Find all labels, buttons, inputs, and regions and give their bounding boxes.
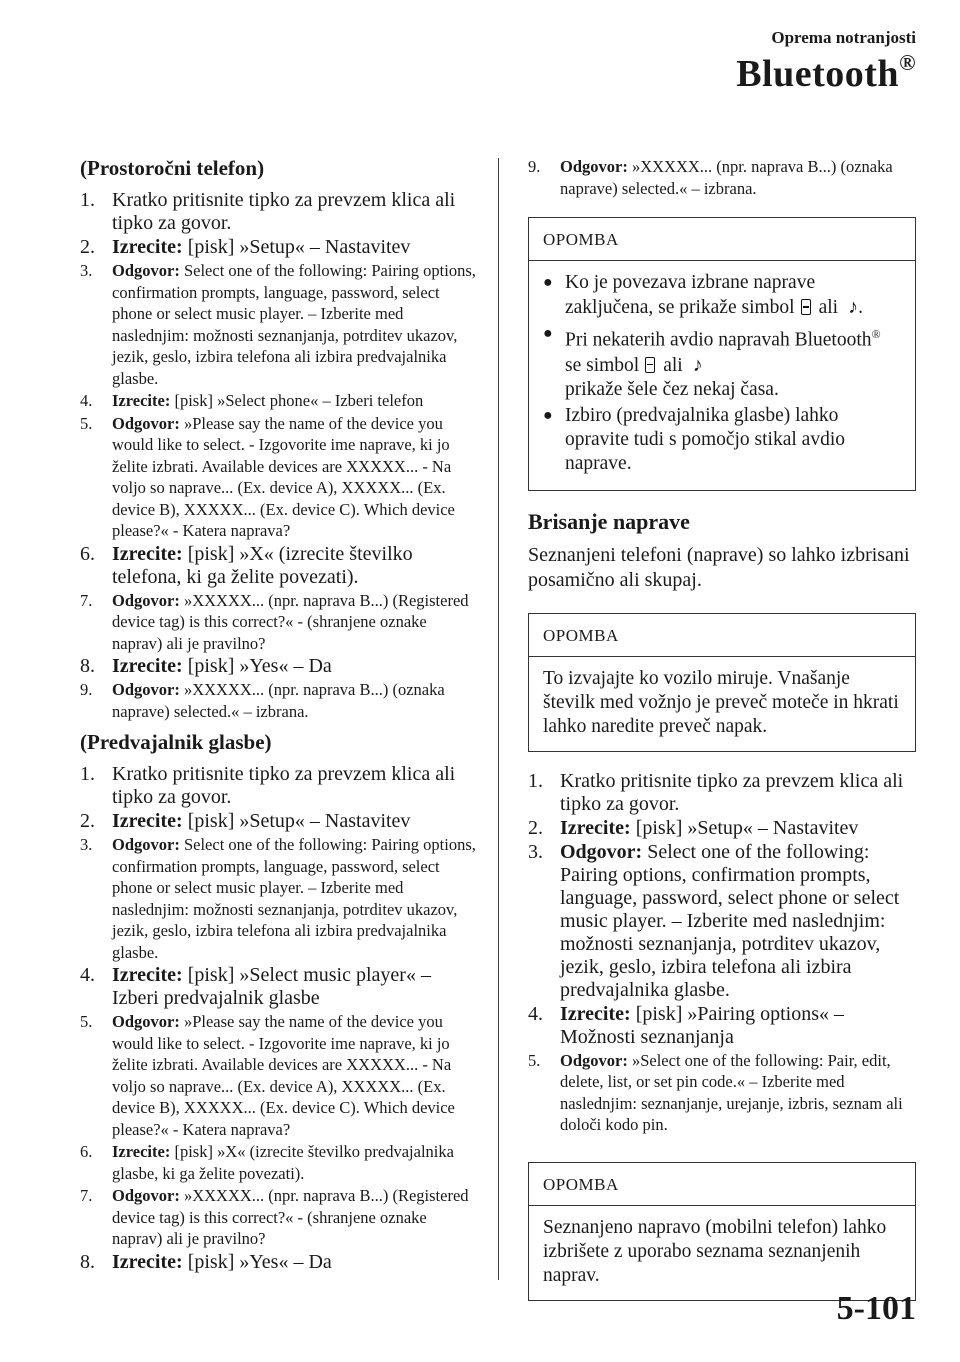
step-text: Odgovor: »XXXXX... (npr. naprava B...) (Registered device tag) is this correct?« - (shranjene oznake naprav) ali je pravilno? xyxy=(112,1186,469,1248)
step-number: 9. xyxy=(80,680,93,699)
step-number: 1. xyxy=(80,189,95,211)
step-text: Odgovor: »Please say the name of the device you would like to select. - Izgovorite ime naprave, ki jo želite izbrati. Available devices are XXXXX... - Na voljo so naprave... (Ex. device A), XXXXX... (Ex. device B), XXXXX... (Ex. device C). Which device please?« - Katera naprava? xyxy=(112,1012,455,1139)
step-number: 1. xyxy=(528,769,543,792)
step-number: 3. xyxy=(528,840,543,863)
step-number: 5. xyxy=(80,413,93,433)
step-item xyxy=(80,1251,480,1274)
step-item xyxy=(80,679,480,722)
registered-mark: ® xyxy=(899,50,916,75)
note-text: Seznanjeno napravo (mobilni telefon) lahko izbrišete z uporabo seznama seznanjenih naprav. xyxy=(543,1216,887,1286)
delete-steps-list xyxy=(528,770,916,1136)
step-text: Odgovor: Select one of the following: Pairing options, confirmation prompts, language, password, select phone or select music player. – Izberite med naslednjim: možnosti seznanjanja, potrditev ukazov, jezik, geslo, izbira telefona ali izbira predvajalnika glasbe. xyxy=(112,261,476,388)
step-number: 4. xyxy=(80,391,93,410)
step-item xyxy=(80,763,480,809)
section-header: Oprema notranjosti xyxy=(771,28,916,47)
music-heading: (Predvajalnik glasbe) xyxy=(80,730,272,754)
note-box-1 xyxy=(528,217,916,491)
step-item xyxy=(528,841,916,1002)
step-number: 5. xyxy=(528,1050,541,1070)
step-item xyxy=(80,590,480,655)
step-keyword: Odgovor: xyxy=(560,1050,628,1070)
phone-icon xyxy=(801,299,811,315)
delete-heading: Brisanje naprave xyxy=(528,508,690,534)
step-item xyxy=(80,260,480,389)
step-keyword: Odgovor: xyxy=(112,590,180,610)
step-keyword: Izrecite: xyxy=(112,542,183,565)
left-column xyxy=(80,156,480,1275)
delete-paragraph: Seznanjeni telefoni (naprave) so lahko izbrisani posamično ali skupaj. xyxy=(528,543,910,591)
step-number: 5. xyxy=(80,1012,93,1031)
step-number: 8. xyxy=(80,1250,95,1273)
note-label: OPOMBA xyxy=(529,614,915,657)
step-number: 2. xyxy=(80,236,95,258)
step-keyword: Odgovor: xyxy=(112,1012,180,1031)
step-item xyxy=(80,1185,480,1250)
step-number: 8. xyxy=(80,655,95,677)
step-number: 4. xyxy=(528,1002,543,1025)
step-number: 7. xyxy=(80,1186,93,1205)
step-number: 3. xyxy=(80,261,93,280)
step-text: Kratko pritisnite tipko za prevzem klica ali tipko za govor. xyxy=(560,769,904,815)
phone-icon xyxy=(645,357,655,373)
step-text: Izrecite: [pisk] »X« (izrecite številko predvajalnika glasbe, ki ga želite povezati). xyxy=(112,1142,454,1183)
step-item xyxy=(528,156,916,199)
step-text: Izrecite: [pisk] »Select music player« – Izberi predvajalnik glasbe xyxy=(112,964,431,1009)
step-number: 6. xyxy=(80,542,95,565)
step-number: 2. xyxy=(80,810,95,832)
note-label: OPOMBA xyxy=(529,218,915,261)
note-box-2 xyxy=(528,613,916,752)
step-number: 7. xyxy=(80,590,93,610)
step-item xyxy=(528,770,916,816)
step-text: Izrecite: [pisk] »Yes« – Da xyxy=(112,1250,332,1273)
step-item xyxy=(80,1011,480,1140)
step-keyword: Izrecite: xyxy=(112,655,183,677)
step-text: Izrecite: [pisk] »Setup« – Nastavitev xyxy=(112,810,411,832)
step-text: Odgovor: »Please say the name of the device you would like to select. - Izgovorite ime naprave, ki jo želite izbrati. Available devices are XXXXX... - Na voljo so naprave... (Ex. device A), XXXXX... (Ex. device B), XXXXX... (Ex. device C). Which device please?« - Katera naprava? xyxy=(112,413,455,540)
note-bullet: ● Ko je povezava izbrane naprave zaključena, se prikaže simbol ali ♪. xyxy=(543,272,863,318)
step-keyword: Odgovor: xyxy=(112,261,180,280)
step-text: Odgovor: Select one of the following: Pairing options, confirmation prompts, language, password, select phone or select music player. – Izberite med naslednjim: možnosti seznanjanja, potrditev ukazov, jezik, geslo, izbira telefona ali izbira predvajalnika glasbe. xyxy=(560,840,900,1001)
step-item xyxy=(80,543,480,589)
step-keyword: Odgovor: xyxy=(560,840,643,863)
step-number: 1. xyxy=(80,763,95,785)
step-keyword: Izrecite: xyxy=(112,1250,183,1273)
step-text: Odgovor: »XXXXX... (npr. naprava B...) (oznaka naprave) selected.« – izbrana. xyxy=(560,157,893,198)
step-item xyxy=(80,390,480,412)
step-number: 2. xyxy=(528,816,543,839)
step-keyword: Izrecite: xyxy=(112,964,183,986)
step-number: 4. xyxy=(80,964,95,986)
column-divider xyxy=(498,158,499,1280)
step-keyword: Izrecite: xyxy=(560,816,631,839)
step-item xyxy=(80,236,480,259)
step-text: Izrecite: [pisk] »Pairing options« – Možnosti seznanjanja xyxy=(560,1002,845,1048)
step-text: Izrecite: [pisk] »Select phone« – Izberi telefon xyxy=(112,391,424,410)
step-number: 6. xyxy=(80,1142,93,1161)
phone-steps-list xyxy=(80,189,480,722)
step-item xyxy=(528,817,916,840)
note-bullet: ● Pri nekaterih avdio napravah Bluetooth® se simbol ali ♪ prikaže šele čez nekaj časa. xyxy=(543,325,881,400)
step-text: Izrecite: [pisk] »X« (izrecite številko telefona, ki ga želite povezati). xyxy=(112,542,413,588)
step-item xyxy=(528,1050,916,1136)
step-text: Kratko pritisnite tipko za prevzem klica ali tipko za govor. xyxy=(112,189,456,234)
note-label: OPOMBA xyxy=(529,1163,915,1206)
phone-heading: (Prostoročni telefon) xyxy=(80,156,265,180)
note-bullet: ● Izbiro (predvajalnika glasbe) lahko opravite tudi s pomočjo stikal avdio naprave. xyxy=(543,404,845,474)
step-keyword: Izrecite: xyxy=(112,1142,171,1161)
step-item xyxy=(80,413,480,542)
music-note-icon: ♪ xyxy=(848,296,859,318)
step-text: Izrecite: [pisk] »Setup« – Nastavitev xyxy=(112,236,411,258)
step-text: Odgovor: »XXXXX... (npr. naprava B...) (Registered device tag) is this correct?« - (shranjene oznake naprav) ali je pravilno? xyxy=(112,590,469,653)
step9-list xyxy=(528,156,916,199)
step-keyword: Odgovor: xyxy=(112,835,180,854)
step-text: Kratko pritisnite tipko za prevzem klica ali tipko za govor. xyxy=(112,763,456,808)
page-title: Bluetooth® xyxy=(736,50,916,95)
step-keyword: Odgovor: xyxy=(112,680,180,699)
note-box-3 xyxy=(528,1162,916,1301)
step-keyword: Izrecite: xyxy=(560,1002,631,1025)
step-text: Odgovor: »Select one of the following: Pair, edit, delete, list, or set pin code.« – Izberite med naslednjim: seznanjanje, urejanje, izbris, seznam ali določi kodo pin. xyxy=(560,1050,903,1134)
step-item xyxy=(80,964,480,1010)
note-text: To izvajajte ko vozilo miruje. Vnašanje številk med vožnjo je preveč moteče in hkrati lahko naredite preveč napak. xyxy=(543,667,899,737)
music-note-icon: ♪ xyxy=(692,353,703,376)
step-keyword: Izrecite: xyxy=(112,391,171,410)
step-item xyxy=(528,1003,916,1049)
step-item xyxy=(80,189,480,235)
step-number: 3. xyxy=(80,835,93,854)
step-keyword: Odgovor: xyxy=(112,413,180,433)
step-text: Odgovor: »XXXXX... (npr. naprava B...) (oznaka naprave) selected.« – izbrana. xyxy=(112,680,445,721)
step-text: Izrecite: [pisk] »Setup« – Nastavitev xyxy=(560,816,859,839)
step-item xyxy=(80,655,480,678)
page-number: 5-101 xyxy=(836,1290,916,1327)
step-keyword: Odgovor: xyxy=(560,157,628,176)
step-text: Izrecite: [pisk] »Yes« – Da xyxy=(112,655,332,677)
step-keyword: Izrecite: xyxy=(112,236,183,258)
step-keyword: Izrecite: xyxy=(112,810,183,832)
music-steps-list xyxy=(80,763,480,1274)
step-number: 9. xyxy=(528,157,541,176)
step-item xyxy=(80,834,480,963)
step-text: Odgovor: Select one of the following: Pairing options, confirmation prompts, language, password, select phone or select music player. – Izberite med naslednjim: možnosti seznanjanja, potrditev ukazov, jezik, geslo, izbira telefona ali izbira predvajalnika glasbe. xyxy=(112,835,476,962)
step-keyword: Odgovor: xyxy=(112,1186,180,1205)
step-item xyxy=(80,1141,480,1184)
step-item xyxy=(80,810,480,833)
right-column xyxy=(528,156,916,1319)
